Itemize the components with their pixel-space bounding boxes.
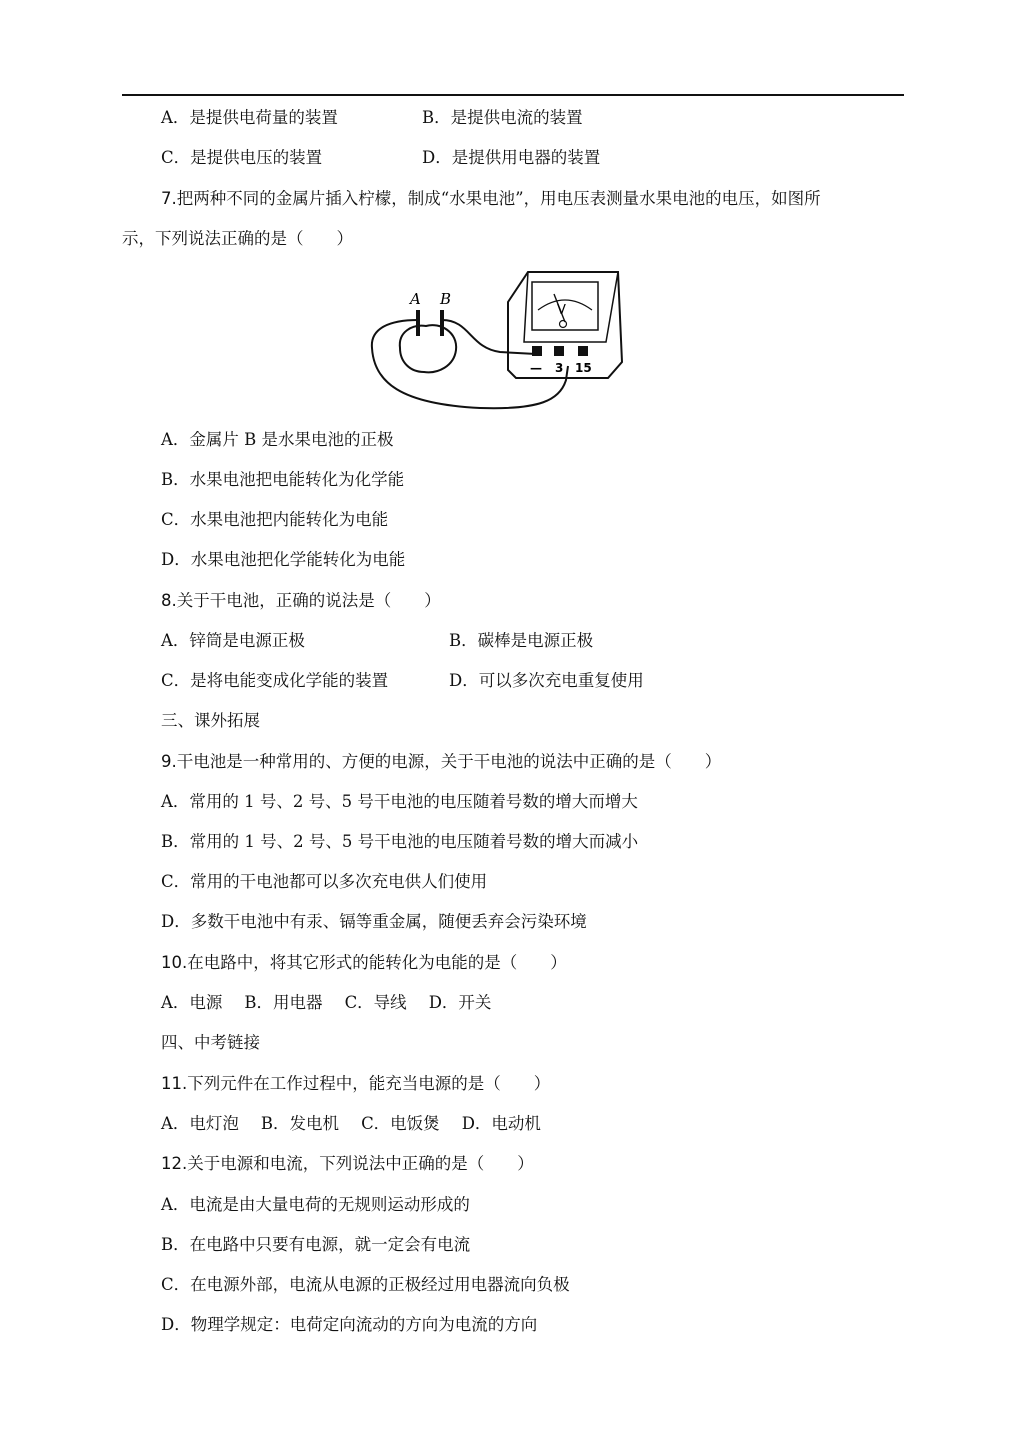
q8-option-b: B．碳棒是电源正极 xyxy=(449,631,594,650)
q11-option-d: D．电动机 xyxy=(461,1114,541,1133)
svg-text:—: — xyxy=(530,361,542,375)
q11-stem: 11.下列元件在工作过程中，能充当电源的是（ ） xyxy=(161,1074,551,1093)
fruit-battery-figure xyxy=(360,262,630,414)
svg-text:3: 3 xyxy=(555,361,564,375)
q7-option-b: B．水果电池把电能转化为化学能 xyxy=(161,470,405,489)
q6-option-a: A．是提供电荷量的装置 xyxy=(161,108,338,127)
q10-options xyxy=(161,992,491,1014)
q12-option-c: C．在电源外部，电流从电源的正极经过用电器流向负极 xyxy=(161,1275,570,1294)
q8-number: 8. xyxy=(161,591,177,610)
q8-option-a: A．锌筒是电源正极 xyxy=(161,631,305,650)
svg-text:15: 15 xyxy=(575,361,592,375)
voltmeter-v: V xyxy=(557,303,566,318)
q10-number: 10. xyxy=(161,953,188,972)
q7-option-c: C．水果电池把内能转化为电能 xyxy=(161,510,389,529)
q9-option-b: B．常用的 1 号、2 号、5 号干电池的电压随着号数的增大而减小 xyxy=(161,832,639,851)
q9-option-a: A．常用的 1 号、2 号、5 号干电池的电压随着号数的增大而增大 xyxy=(161,792,638,811)
q12-option-b: B．在电路中只要有电源，就一定会有电流 xyxy=(161,1235,471,1254)
q11-option-c: C．电饭煲 xyxy=(361,1114,440,1133)
q11-options xyxy=(161,1113,541,1135)
q6-option-d: D．是提供用电器的装置 xyxy=(422,148,601,167)
q10-option-d: D．开关 xyxy=(428,993,492,1012)
q10-option-a: A．电源 xyxy=(161,993,223,1012)
metal-plate-a xyxy=(416,310,420,336)
section-3-heading: 三、课外拓展 xyxy=(161,711,260,730)
lemon-shape xyxy=(400,325,456,372)
terminal-3 xyxy=(554,346,564,356)
q12-number: 12. xyxy=(161,1154,188,1173)
q12-option-a: A．电流是由大量电荷的无规则运动形成的 xyxy=(161,1195,470,1214)
q6-option-b: B．是提供电流的装置 xyxy=(422,108,583,127)
header-rule xyxy=(122,94,904,96)
q7-stem xyxy=(161,188,821,210)
q8-stem: 8.关于干电池，正确的说法是（ ） xyxy=(161,591,441,610)
q7-stem-line1: 把两种不同的金属片插入柠檬，制成“水果电池”，用电压表测量水果电池的电压，如图所 xyxy=(176,189,821,208)
q12-option-d: D．物理学规定：电荷定向流动的方向为电流的方向 xyxy=(161,1315,538,1334)
q10-option-b: B．用电器 xyxy=(244,993,323,1012)
q10-stem: 10.在电路中，将其它形式的能转化为电能的是（ ） xyxy=(161,953,567,972)
terminal-minus xyxy=(532,346,542,356)
q8-option-d: D．可以多次充电重复使用 xyxy=(449,671,644,690)
q9-option-c: C．常用的干电池都可以多次充电供人们使用 xyxy=(161,872,488,891)
q7-number: 7. xyxy=(161,189,177,208)
terminal-15 xyxy=(578,346,588,356)
q7-stem-line2: 示，下列说法正确的是（ ） xyxy=(122,229,353,248)
section-4-heading: 四、中考链接 xyxy=(161,1033,260,1052)
q9-number: 9. xyxy=(161,752,177,771)
q9-stem: 9.干电池是一种常用的、方便的电源，关于干电池的说法中正确的是（ ） xyxy=(161,752,722,771)
q9-option-d: D．多数干电池中有汞、镉等重金属，随便丢弃会污染环境 xyxy=(161,912,587,931)
q7-option-d: D．水果电池把化学能转化为电能 xyxy=(161,550,406,569)
q11-number: 11. xyxy=(161,1074,188,1093)
label-a: A xyxy=(410,290,421,308)
q8-option-c: C．是将电能变成化学能的装置 xyxy=(161,671,389,690)
metal-plate-b xyxy=(440,310,444,336)
q11-option-a: A．电灯泡 xyxy=(161,1114,239,1133)
q6-option-c: C．是提供电压的装置 xyxy=(161,148,323,167)
q12-stem: 12.关于电源和电流，下列说法中正确的是（ ） xyxy=(161,1154,534,1173)
label-b: B xyxy=(440,290,452,308)
q7-option-a: A．金属片 B 是水果电池的正极 xyxy=(161,430,394,449)
q11-option-b: B．发电机 xyxy=(260,1114,340,1133)
q10-option-c: C．导线 xyxy=(344,993,407,1012)
